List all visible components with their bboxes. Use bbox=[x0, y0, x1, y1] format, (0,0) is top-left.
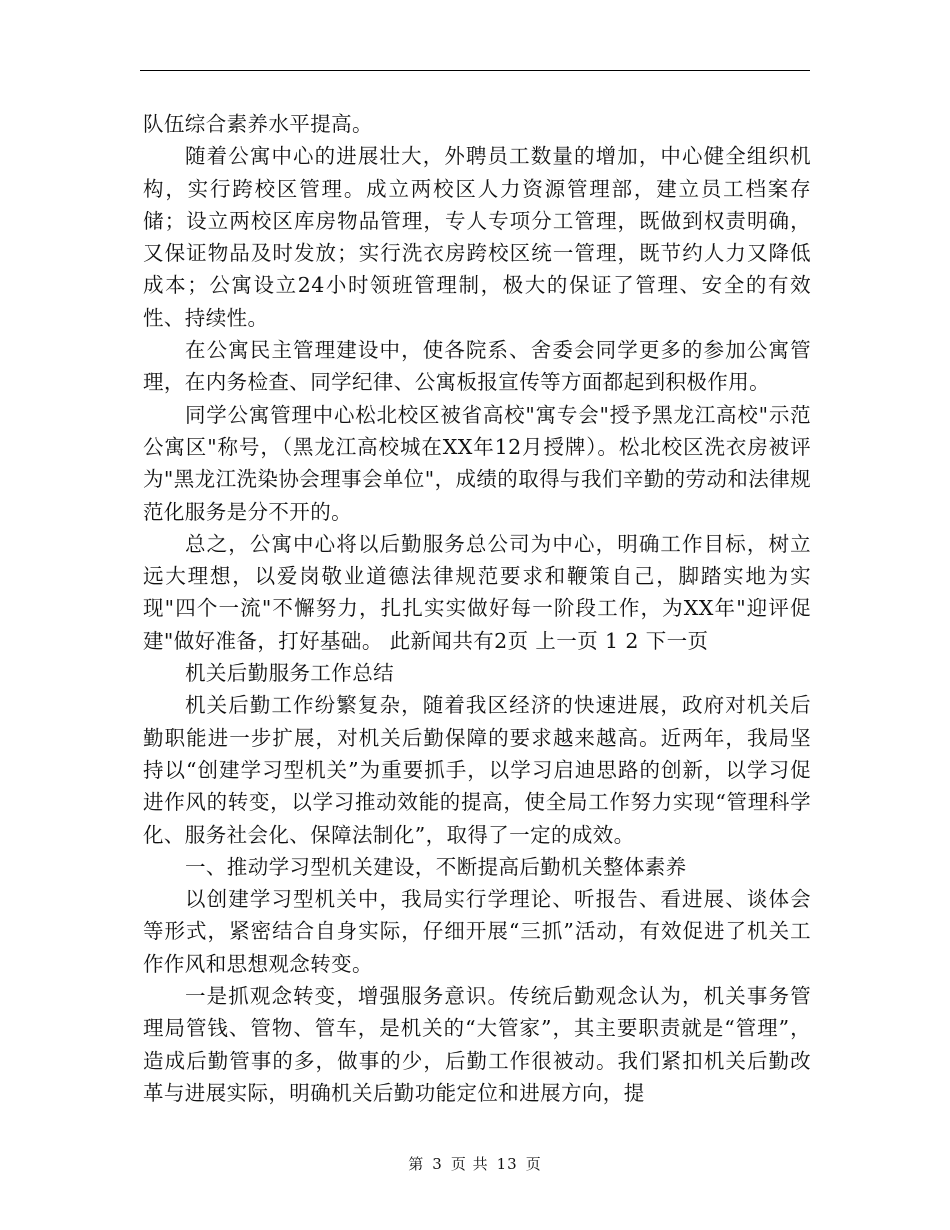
footer-page-number: 3 bbox=[432, 1155, 443, 1173]
paragraph-9: 以创建学习型机关中，我局实行学理论、听报告、看进展、谈体会等形式，紧密结合自身实际，仔细开展“三抓”活动，有效促进了机关工作作风和思想观念转变。 bbox=[143, 887, 811, 976]
footer-prefix: 第 bbox=[408, 1155, 425, 1173]
footer-suffix: 页 bbox=[525, 1155, 542, 1173]
section-heading-1: 一、推动学习型机关建设，不断提高后勤机关整体素养 bbox=[185, 854, 687, 879]
header-rule bbox=[140, 70, 810, 71]
paragraph-1: 队伍综合素养水平提高。 bbox=[143, 112, 373, 136]
section-title: 机关后勤服务工作总结 bbox=[185, 661, 394, 686]
body-text bbox=[143, 108, 811, 1109]
footer-total-pages: 13 bbox=[496, 1155, 518, 1173]
paragraph-10: 一是抓观念转变，增强服务意识。传统后勤观念认为，机关事务管理局管钱、管物、管车，是机关的“大管家”，其主要职责就是“管理”，造成后勤管事的多，做事的少，后勤工作很被动。我们紧扣机关后勤改革与进展实际，明确机关后勤功能定位和进展方向，提 bbox=[143, 984, 811, 1105]
paragraph-2: 随着公寓中心的进展壮大，外聘员工数量的增加，中心健全组织机构，实行跨校区管理。成立两校区人力资源管理部，建立员工档案存储；设立两校区库房物品管理，专人专项分工管理，既做到权责明确，又保证物品及时发放；实行洗衣房跨校区统一管理，既节约人力又降低成本；公寓设立24小时领班管理制，极大的保证了管理、安全的有效性、持续性。 bbox=[143, 144, 811, 330]
paragraph-4: 同学公寓管理中心松北校区被省高校"寓专会"授予黑龙江高校"示范公寓区"称号，（黑龙江高校城在XX年12月授牌）。松北校区洗衣房被评为"黑龙江洗染协会理事会单位"，成绩的取得与我们辛勤的劳动和法律规范化服务是分不开的。 bbox=[143, 402, 811, 524]
paragraph-3: 在公寓民主管理建设中，使各院系、舍委会同学更多的参加公寓管理，在内务检查、同学纪律、公寓板报宣传等方面都起到积极作用。 bbox=[143, 338, 811, 395]
page-footer bbox=[0, 1153, 950, 1174]
paragraph-5: 总之，公寓中心将以后勤服务总公司为中心，明确工作目标，树立远大理想，以爱岗敬业道德法律规范要求和鞭策自己，脚踏实地为实现"四个一流"不懈努力，扎扎实实做好每一阶段工作，为XX年"迎评促建"做好准备，打好基础。 此新闻共有2页 上一页 1 2 下一页 bbox=[143, 531, 811, 653]
paragraph-7: 机关后勤工作纷繁复杂，随着我区经济的快速进展，政府对机关后勤职能进一步扩展，对机关后勤保障的要求越来越高。近两年，我局坚持以“创建学习型机关”为重要抓手，以学习启迪思路的创新，以学习促进作风的转变，以学习推动效能的提高，使全局工作努力实现“管理科学化、服务社会化、保障法制化”，取得了一定的成效。 bbox=[143, 693, 811, 847]
footer-middle: 页 共 bbox=[450, 1155, 489, 1173]
